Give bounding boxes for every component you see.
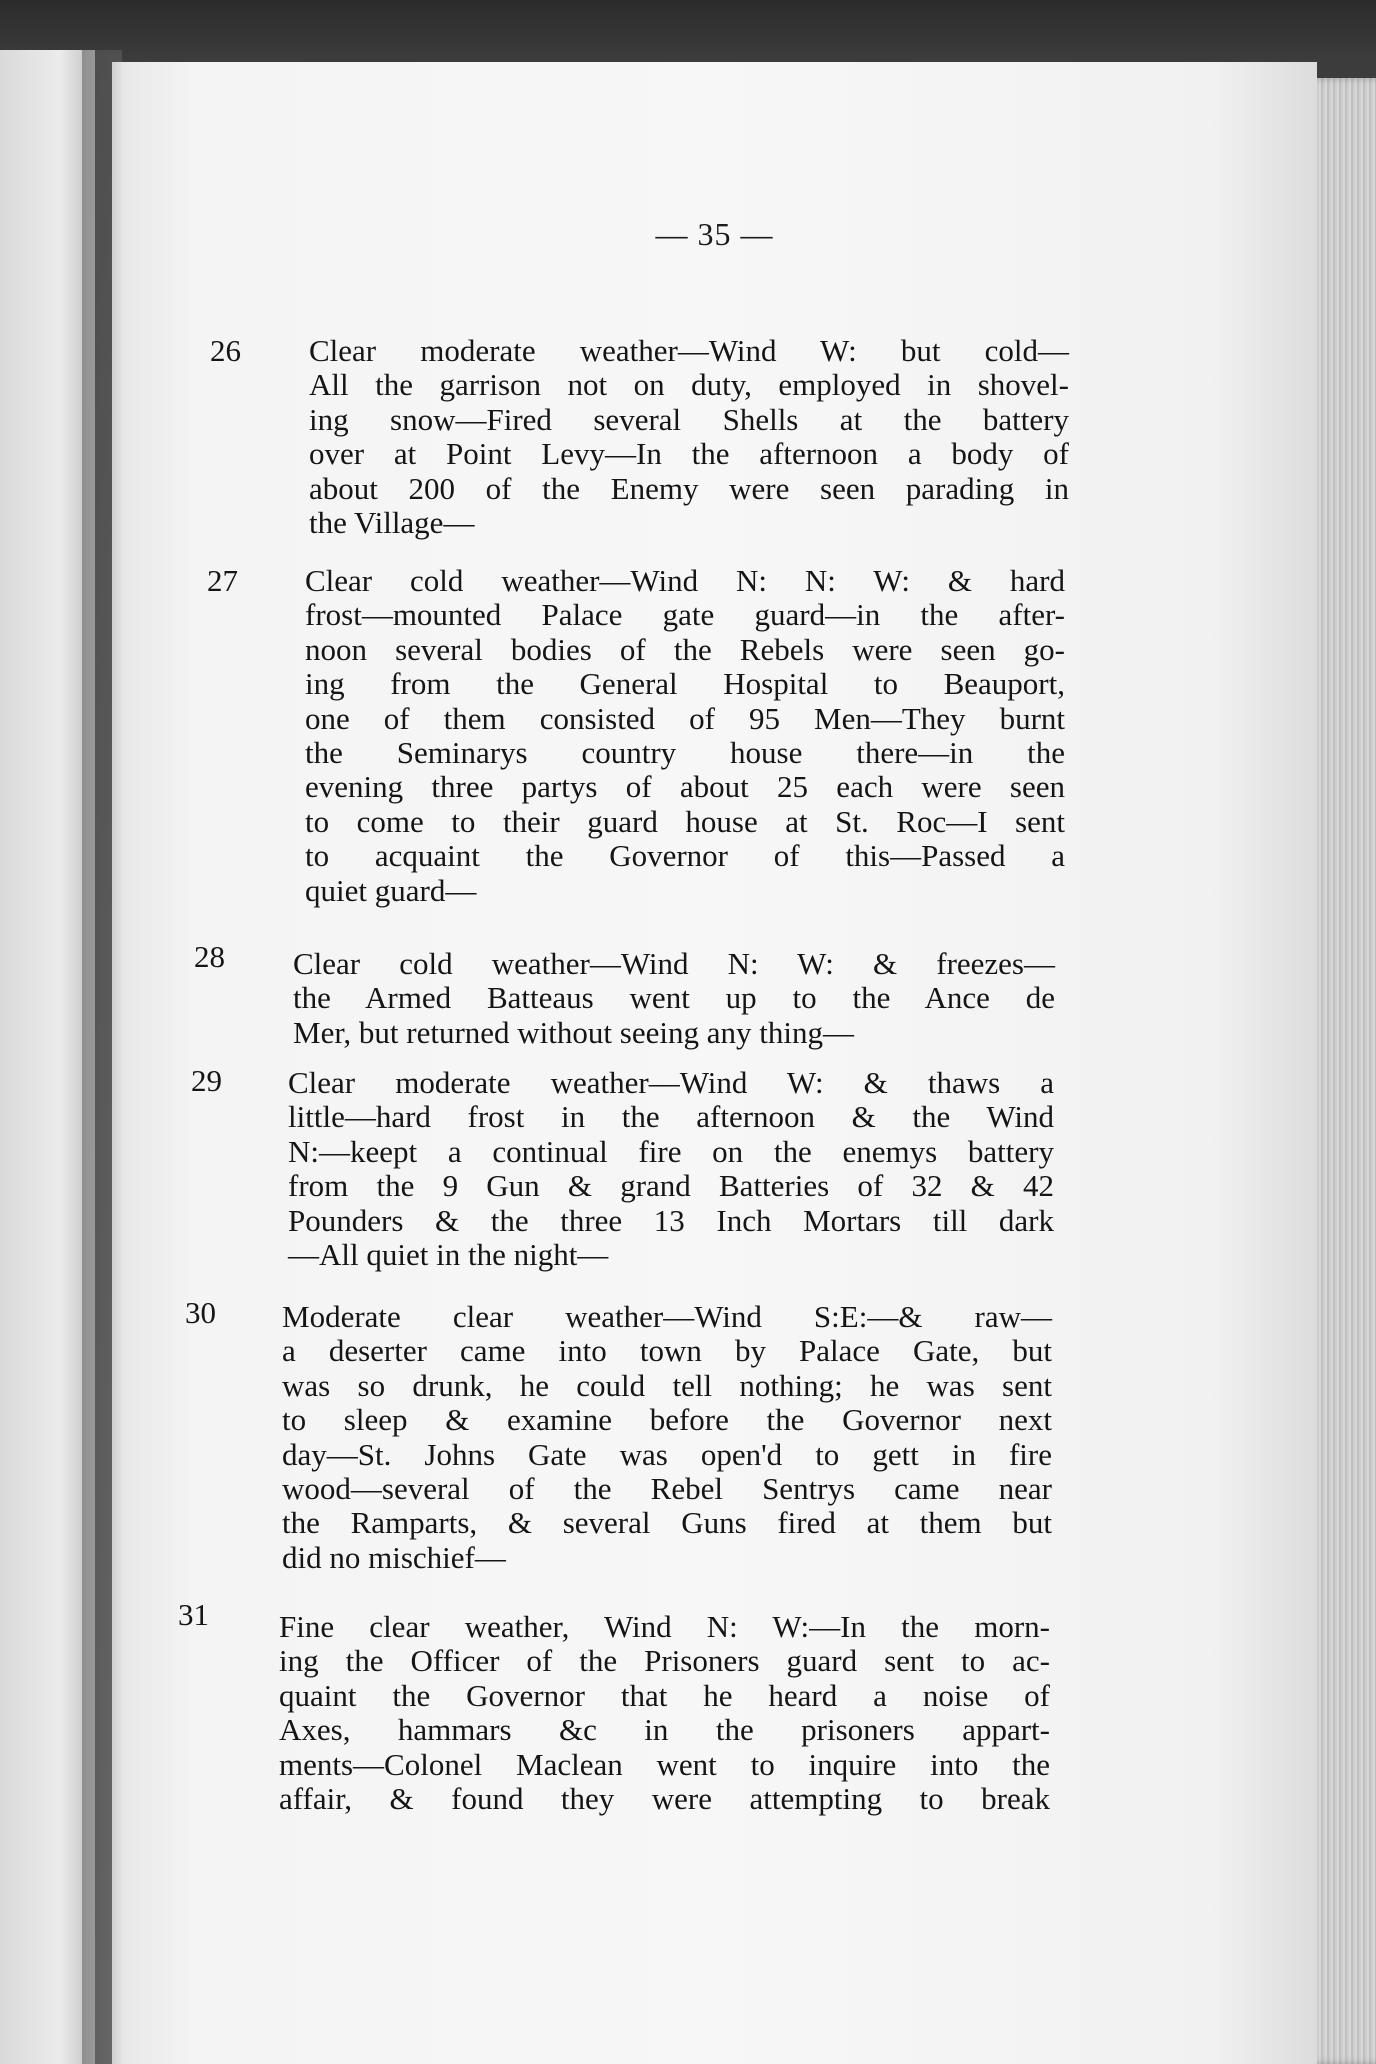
entry-day: 28 (194, 939, 225, 974)
text-line: quiet guard— (305, 872, 477, 908)
text-line: —All quiet in the night— (288, 1237, 609, 1273)
entry-text (305, 564, 1065, 908)
text-line: Axes, hammars &c in the prisoners appart- (279, 1712, 1050, 1748)
entry-day: 27 (207, 563, 238, 598)
text-line: evening three partys of about 25 each were seen (305, 769, 1065, 805)
text-line: Clear cold weather—Wind N: N: W: & hard (305, 563, 1065, 598)
text-line: one of them consisted of 95 Men—They burnt (305, 700, 1065, 736)
entry-day: 26 (210, 333, 241, 368)
text-line: wood—several of the Rebel Sentrys came near (282, 1471, 1052, 1507)
text-line: Clear moderate weather—Wind W: & thaws a (288, 1065, 1054, 1100)
left-page-edge (0, 50, 95, 2064)
page-number: — 35 — (655, 216, 774, 252)
text-line: a deserter came into town by Palace Gate, but (282, 1333, 1052, 1369)
text-line: to acquaint the Governor of this—Passed a (305, 838, 1065, 874)
text-line: little—hard frost in the afternoon & the Wind (288, 1099, 1054, 1135)
text-line: Clear cold weather—Wind N: W: & freezes— (293, 946, 1055, 981)
text-line: to sleep & examine before the Governor next (282, 1402, 1052, 1438)
text-line: over at Point Levy—In the afternoon a body of (309, 436, 1069, 472)
text-line: Moderate clear weather—Wind S:E:—& raw— (282, 1299, 1052, 1334)
text-line: from the 9 Gun & grand Batteries of 32 & 42 (288, 1168, 1054, 1204)
text-line: noon several bodies of the Rebels were seen go- (305, 631, 1065, 667)
text-line: frost—mounted Palace gate guard—in the after- (305, 597, 1065, 633)
text-line: Clear moderate weather—Wind W: but cold— (309, 333, 1069, 368)
entry-text (282, 1300, 1052, 1575)
entry-text (288, 1066, 1054, 1272)
text-line: All the garrison not on duty, employed in shovel- (309, 367, 1069, 403)
entry-day: 29 (191, 1063, 222, 1098)
text-line: ing snow—Fired several Shells at the battery (309, 401, 1069, 437)
entry-day: 31 (178, 1597, 209, 1632)
text-line: was so drunk, he could tell nothing; he was sent (282, 1367, 1052, 1403)
book-page (112, 62, 1317, 2064)
text-line: the Ramparts, & several Guns fired at them but (282, 1505, 1052, 1541)
text-line: day—St. Johns Gate was open'd to gett in fire (282, 1436, 1052, 1472)
entry-text (293, 947, 1055, 1050)
text-line: Pounders & the three 13 Inch Mortars till dark (288, 1202, 1054, 1238)
text-line: ing from the General Hospital to Beauport, (305, 666, 1065, 702)
entry-text (309, 334, 1069, 540)
text-line: about 200 of the Enemy were seen parading in (309, 470, 1069, 506)
text-line: the Village— (309, 505, 475, 541)
text-line: ments—Colonel Maclean went to inquire into the (279, 1746, 1050, 1782)
text-line: the Seminarys country house there—in the (305, 735, 1065, 771)
text-line: Fine clear weather, Wind N: W:—In the morn- (279, 1609, 1050, 1644)
text-line: ing the Officer of the Prisoners guard sent to ac- (279, 1643, 1050, 1679)
book-spine-shadow (82, 50, 122, 2064)
text-line: the Armed Batteaus went up to the Ance de (293, 980, 1055, 1016)
text-line: did no mischief— (282, 1539, 506, 1575)
text-line: affair, & found they were attempting to break (279, 1781, 1050, 1817)
text-line: Mer, but returned without seeing any thing— (293, 1014, 854, 1050)
text-line: quaint the Governor that he heard a noise of (279, 1677, 1050, 1713)
text-line: N:—keept a continual fire on the enemys battery (288, 1133, 1054, 1169)
entry-day: 30 (185, 1295, 216, 1330)
text-line: to come to their guard house at St. Roc—I sent (305, 803, 1065, 839)
entry-text (279, 1610, 1050, 1816)
